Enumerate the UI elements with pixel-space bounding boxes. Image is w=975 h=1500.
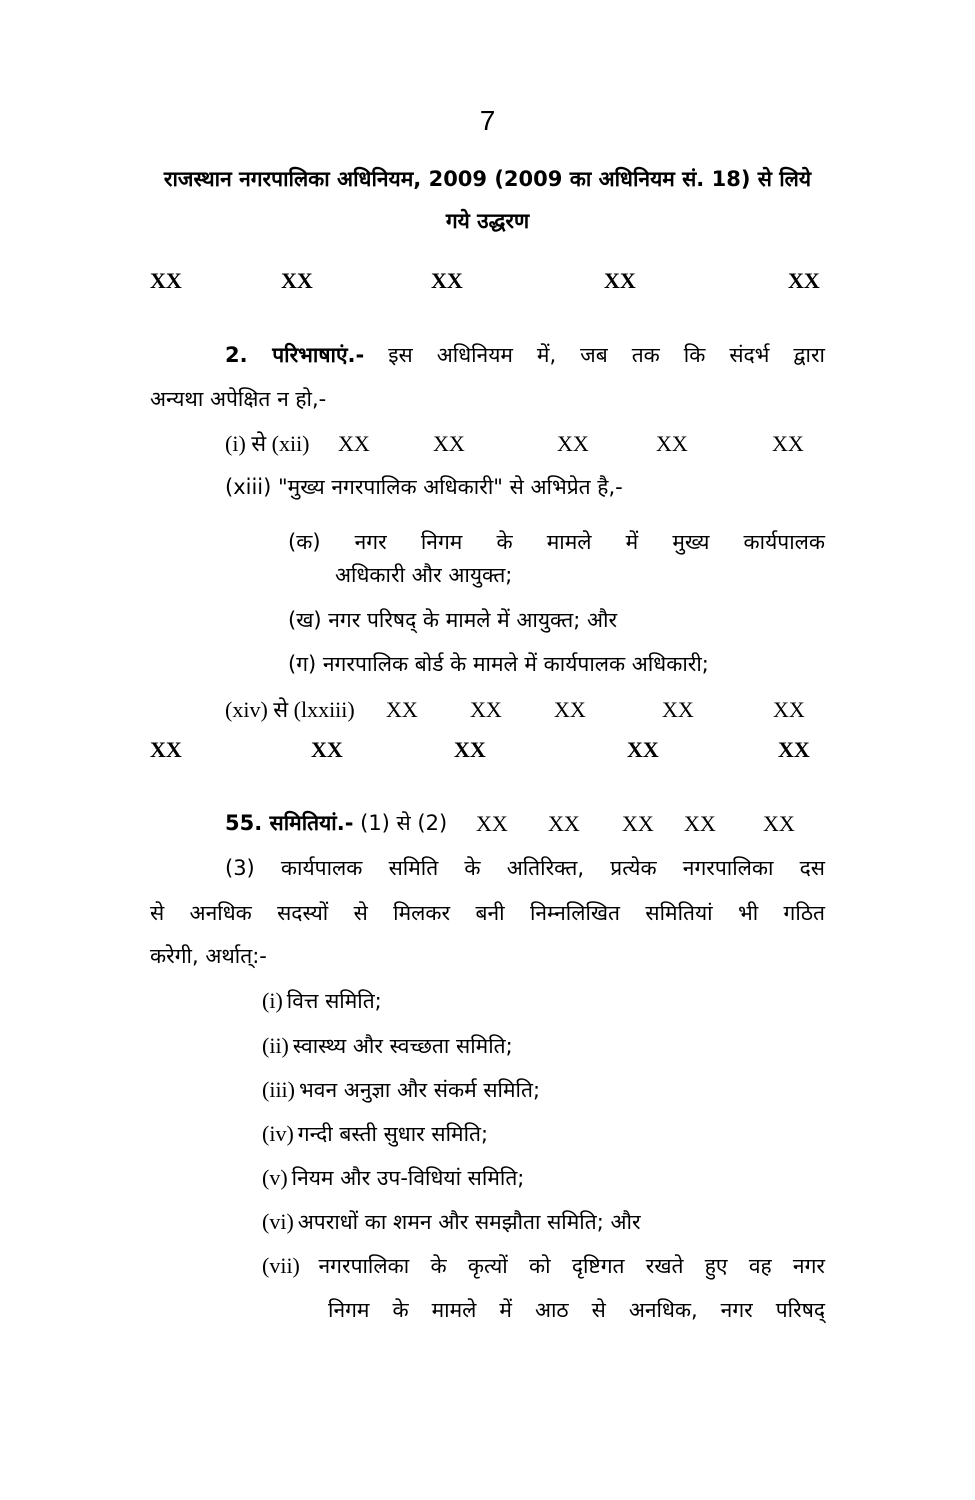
sub-clause-kha: (ख) नगर परिषद् के मामले में आयुक्त; और bbox=[288, 608, 618, 632]
list-item-number: (ii) bbox=[262, 1033, 289, 1058]
list-item-text: नगरपालिका के कृत्यों को दृष्टिगत रखते हुए वह नगर bbox=[318, 1254, 826, 1278]
list-item-number: (iii) bbox=[262, 1077, 295, 1102]
omission-mark: XX bbox=[338, 431, 370, 456]
clause-i-xii-label: (i) से (xii) bbox=[225, 431, 310, 456]
omission-mark: XX bbox=[470, 697, 502, 722]
para-3-line-3: करेगी, अर्थात्:- bbox=[150, 944, 267, 968]
list-item bbox=[262, 990, 382, 1012]
list-item-text: वित्त समिति; bbox=[286, 989, 382, 1013]
list-item bbox=[262, 1035, 513, 1057]
omission-mark: XX bbox=[773, 697, 805, 722]
omission-mark: XX bbox=[476, 811, 508, 836]
list-item bbox=[262, 1211, 641, 1233]
list-item-number: (i) bbox=[262, 988, 283, 1013]
para-3-line-2: से अनधिक सदस्यों से मिलकर बनी निम्नलिखित समितियां भी गठित bbox=[150, 901, 825, 925]
list-item bbox=[262, 1079, 540, 1101]
sub-clause-ga: (ग) नगरपालिक बोर्ड के मामले में कार्यपालक अधिकारी; bbox=[288, 652, 709, 676]
document-title: राजस्थान नगरपालिका अधिनियम, 2009 (2009 का अधिनियम सं. 18) से लिये गये उद्धरण bbox=[163, 167, 812, 233]
omission-mark: XX bbox=[604, 268, 636, 293]
omission-mark: XX bbox=[763, 811, 795, 836]
list-item-text: अपराधों का शमन और समझौता समिति; और bbox=[297, 1210, 641, 1234]
list-item-text: भवन अनुज्ञा और संकर्म समिति; bbox=[299, 1078, 541, 1102]
list-item-continuation: निगम के मामले में आठ से अनधिक, नगर परिषद् bbox=[328, 1298, 825, 1322]
omission-mark: XX bbox=[656, 431, 688, 456]
list-item-number: (v) bbox=[262, 1165, 288, 1190]
omission-mark: XX bbox=[311, 737, 343, 762]
sub-clause-ka-line-1: (क) नगर निगम के मामले में मुख्य कार्यपालक bbox=[288, 530, 825, 554]
omission-mark: XX bbox=[557, 431, 589, 456]
clause-1-2-label: (1) से (2) bbox=[360, 811, 448, 835]
section-2-intro-text: इस अधिनियम में, जब तक कि संदर्भ द्वारा bbox=[388, 343, 825, 367]
list-item-text: गन्दी बस्ती सुधार समिति; bbox=[297, 1122, 489, 1146]
list-item-number: (iv) bbox=[262, 1121, 294, 1146]
section-55-heading: 55. समितियां.- bbox=[225, 811, 354, 835]
omission-mark: XX bbox=[281, 268, 313, 293]
section-2-heading: 2. परिभाषाएं.- bbox=[225, 343, 365, 367]
clause-xiv-lxxiii-label: (xiv) से (lxxiii) bbox=[225, 697, 355, 722]
omission-mark: XX bbox=[548, 811, 580, 836]
page-number: 7 bbox=[479, 105, 496, 136]
clause-xiii: (xiii) "मुख्य नगरपालिक अधिकारी" से अभिप्रेत है,- bbox=[225, 475, 623, 499]
list-item bbox=[262, 1167, 524, 1189]
omission-mark: XX bbox=[627, 737, 659, 762]
list-item-text: नियम और उप-विधियां समिति; bbox=[291, 1166, 525, 1190]
omission-mark: XX bbox=[788, 268, 820, 293]
omission-mark: XX bbox=[554, 697, 586, 722]
omission-mark: XX bbox=[454, 737, 486, 762]
sub-clause-ka-line-2: अधिकारी और आयुक्त; bbox=[335, 563, 513, 587]
omission-mark: XX bbox=[622, 811, 654, 836]
list-item-number: (vii) bbox=[262, 1253, 300, 1278]
list-item bbox=[262, 1244, 825, 1291]
omission-mark: XX bbox=[150, 268, 182, 293]
list-item-number: (vi) bbox=[262, 1209, 294, 1234]
omission-mark: XX bbox=[150, 737, 182, 762]
section-2-intro-line-2: अन्यथा अपेक्षित न हो,- bbox=[150, 387, 327, 411]
omission-mark: XX bbox=[431, 268, 463, 293]
omission-mark: XX bbox=[778, 737, 810, 762]
omission-mark: XX bbox=[433, 431, 465, 456]
list-item bbox=[262, 1123, 488, 1145]
section-2-intro-line-1 bbox=[225, 333, 825, 377]
para-3-line-1: (3) कार्यपालक समिति के अतिरिक्त, प्रत्येक नगरपालिका दस bbox=[225, 856, 825, 880]
section-55-first-line bbox=[225, 813, 447, 834]
omission-mark: XX bbox=[772, 431, 804, 456]
omission-mark: XX bbox=[684, 811, 716, 836]
omission-mark: XX bbox=[662, 697, 694, 722]
clause-i-xii bbox=[225, 433, 310, 455]
list-item-text: स्वास्थ्य और स्वच्छता समिति; bbox=[292, 1034, 513, 1058]
omission-mark: XX bbox=[386, 697, 418, 722]
